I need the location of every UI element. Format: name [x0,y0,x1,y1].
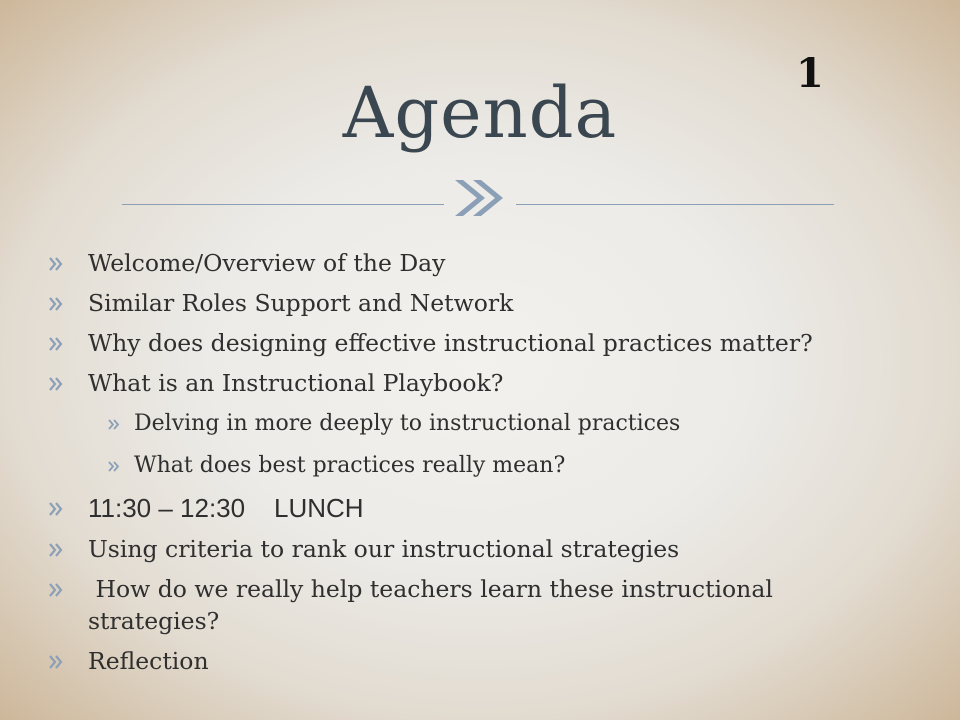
agenda-item [46,283,916,323]
agenda-item-text: Reflection [88,647,209,675]
agenda-item-text: Why does designing effective instructional practices matter? [88,329,813,357]
agenda-item [46,363,916,403]
agenda-item-text: Using criteria to rank our instructional strategies [88,535,680,563]
agenda-item-text: 11:30 – 12:30 LUNCH [88,493,364,523]
title-rule-left [122,204,444,205]
agenda-item [46,323,916,363]
agenda-item-text: Similar Roles Support and Network [88,289,514,317]
agenda-subitem-text: What does best practices really mean? [134,453,566,478]
double-chevron-icon [46,296,66,312]
double-chevron-icon [46,501,66,517]
agenda-item-text: Welcome/Overview of the Day [88,249,446,277]
agenda-item [46,243,916,283]
agenda-list [46,243,916,681]
double-chevron-icon [46,654,66,670]
slide-title: Agenda [342,72,618,154]
double-chevron-icon [46,582,66,598]
title-rule-right [516,204,834,205]
agenda-subitem-text: Delving in more deeply to instructional practices [134,411,681,436]
agenda-item [46,641,916,681]
double-chevron-divider-icon [445,172,515,224]
double-chevron-icon [46,376,66,392]
agenda-item [46,529,916,569]
double-chevron-icon [46,256,66,272]
double-chevron-icon [46,542,66,558]
agenda-subitem [46,445,916,487]
agenda-item-text: What is an Instructional Playbook? [88,369,504,397]
agenda-subitem [46,403,916,445]
agenda-item-text: How do we really help teachers learn these instructional strategies? [88,575,781,635]
double-chevron-icon [106,460,122,473]
double-chevron-icon [46,336,66,352]
slide-number: 1 [796,50,824,97]
agenda-item-lunch [46,487,916,529]
agenda-item [46,569,916,641]
double-chevron-icon [106,418,122,431]
